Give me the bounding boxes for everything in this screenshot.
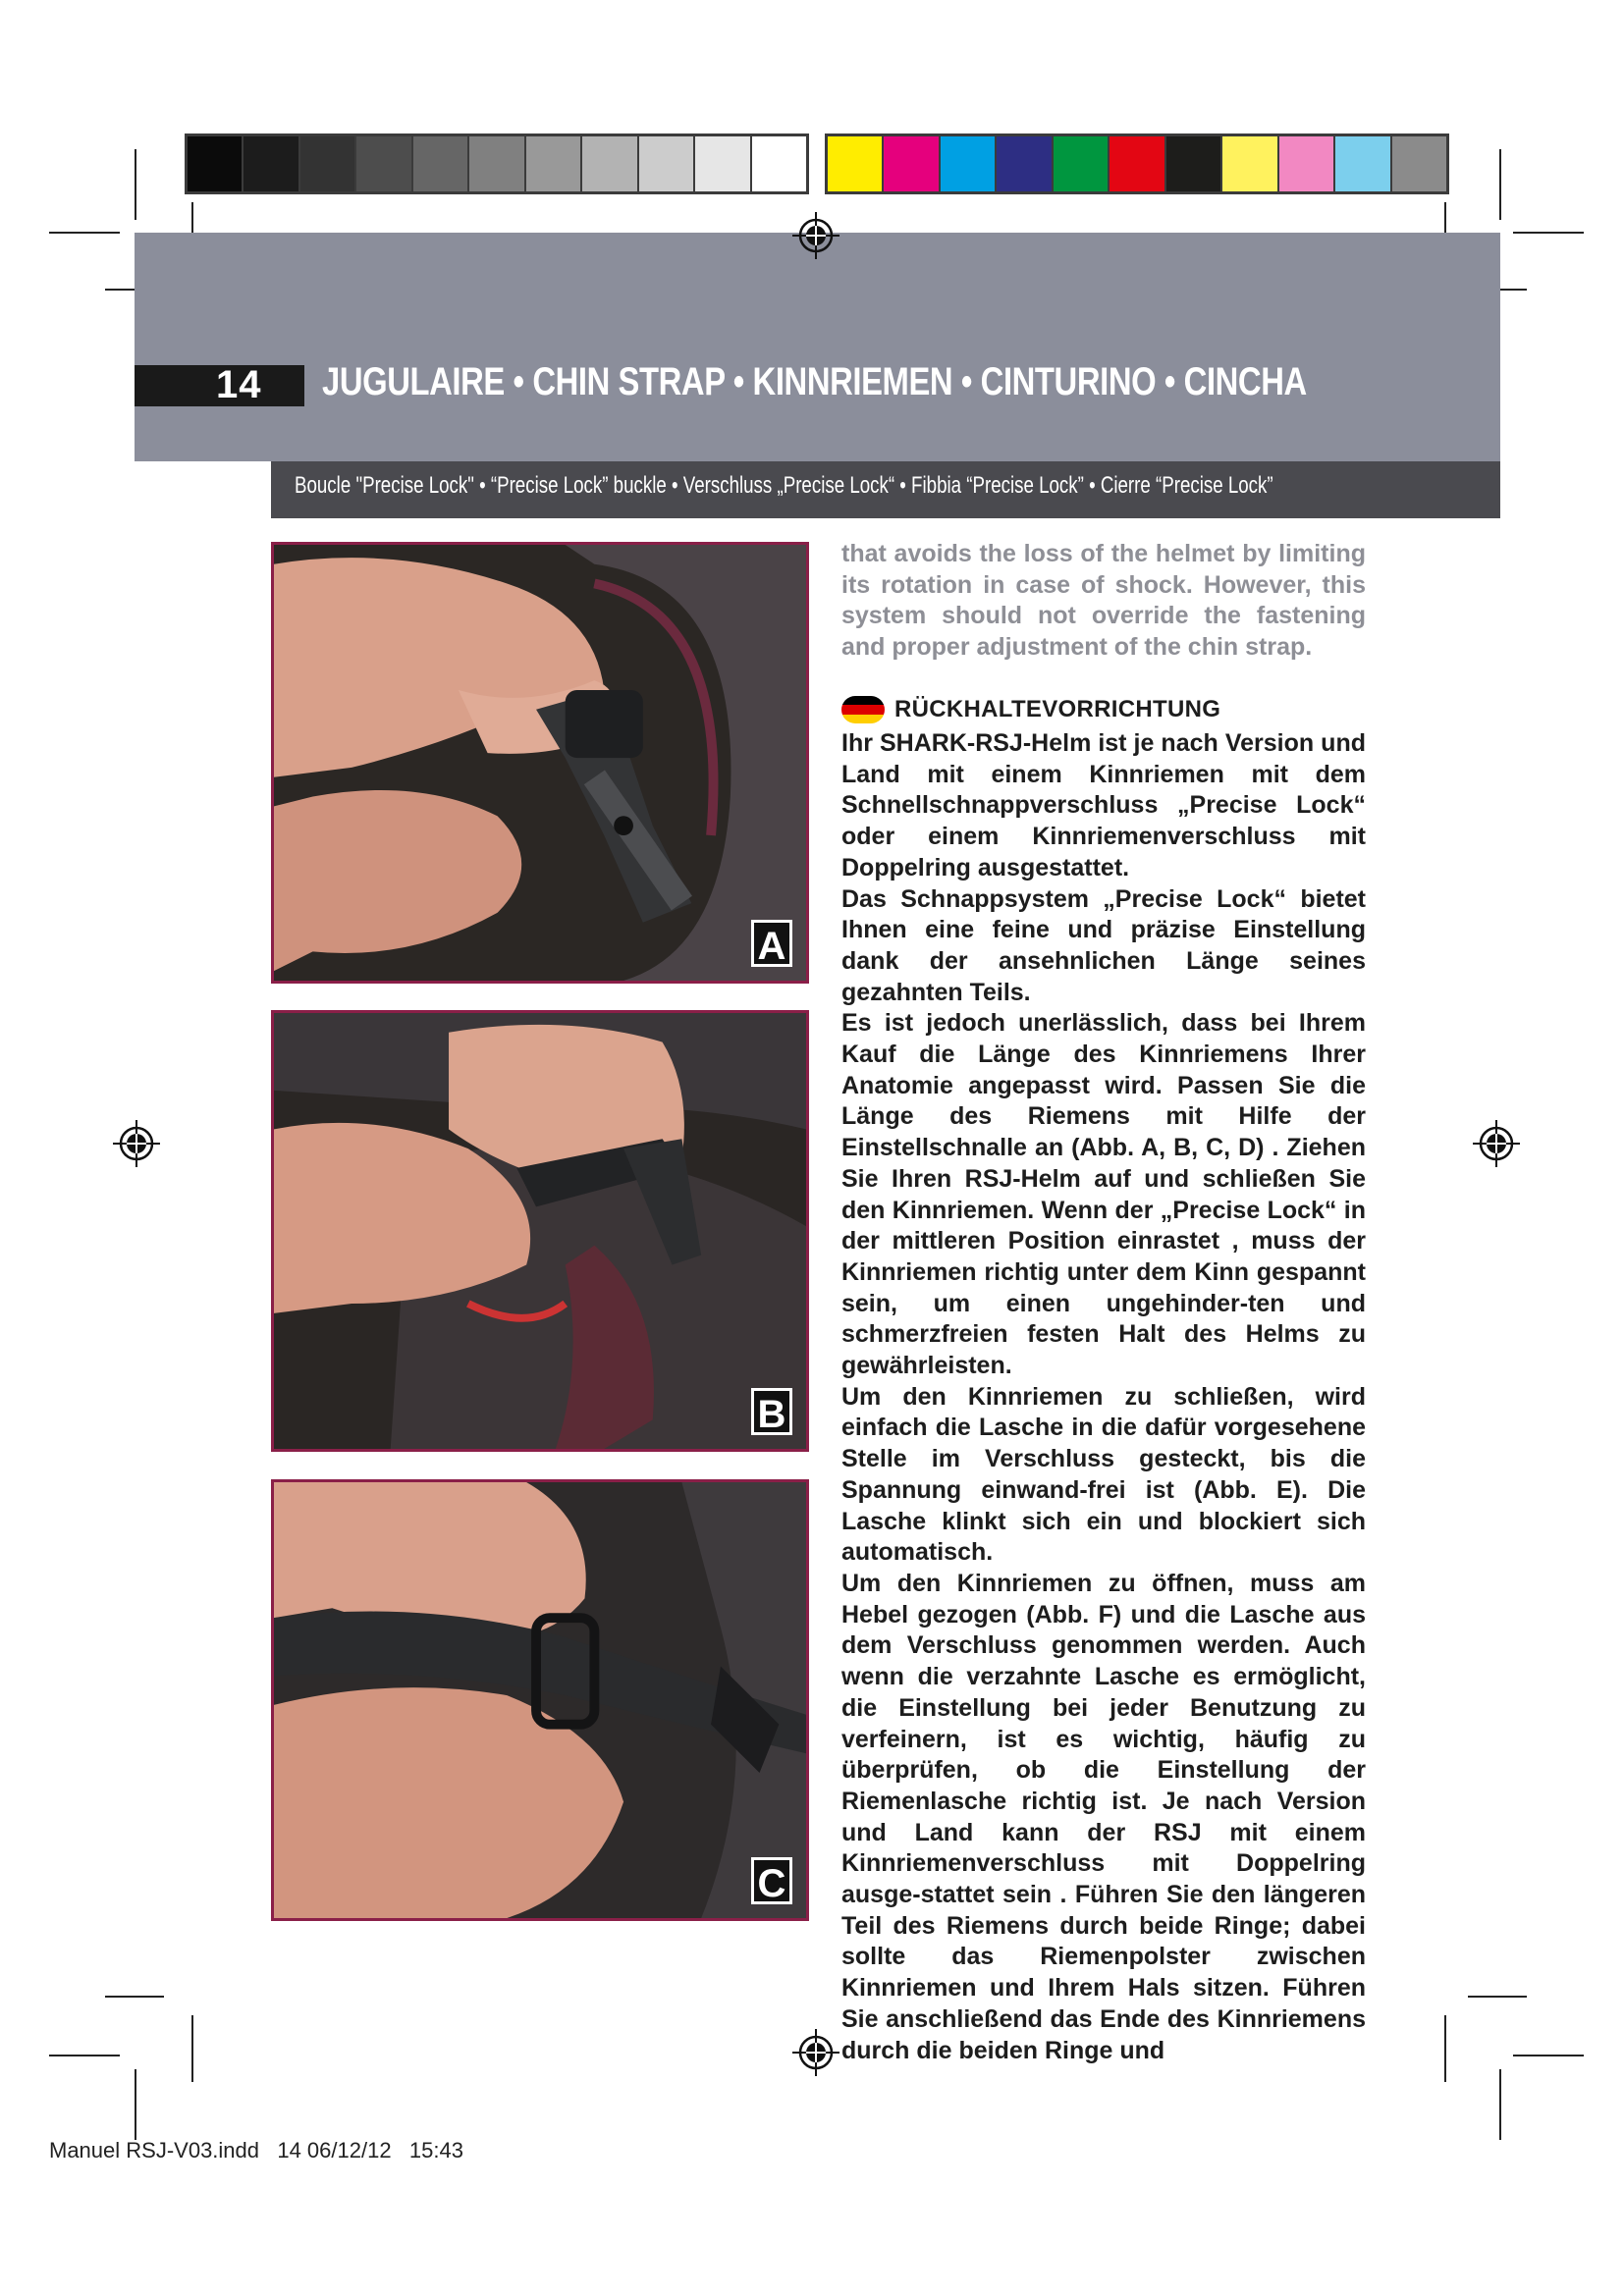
grayscale-swatch bbox=[356, 136, 412, 191]
process-color-bar bbox=[825, 133, 1449, 194]
grayscale-swatch bbox=[469, 136, 525, 191]
photo-b bbox=[271, 1010, 809, 1452]
photo-label-a: A bbox=[751, 920, 792, 967]
crop-mark bbox=[135, 149, 136, 220]
grayscale-swatch bbox=[639, 136, 695, 191]
process-swatch bbox=[997, 136, 1053, 191]
german-flag-icon bbox=[841, 696, 885, 723]
page-subtitle: Boucle "Precise Lock" • “Precise Lock” buckle • Verschluss „Precise Lock“ • Fibbia “Precise Lock” • Cierre “Precise Lock” bbox=[295, 472, 1273, 499]
header-band bbox=[135, 233, 1500, 461]
process-swatch bbox=[1392, 136, 1446, 191]
paragraph: Das Schnappsystem „Precise Lock“ bietet Ihnen eine feine und präzise Einstellung dank der ansehnlichen Länge seines gezahnten Teils. bbox=[841, 884, 1366, 1006]
process-swatch bbox=[1279, 136, 1335, 191]
process-swatch bbox=[1166, 136, 1222, 191]
paragraph: Es ist jedoch unerlässlich, dass bei Ihrem Kauf die Länge des Kinnriemens Ihrer Anatomie angepasst wird. Passen Sie die Länge des Riemens mit Hilfe der Einstellschnalle an (Abb. A, B, C, D) . Ziehen Sie Ihren RSJ-Helm auf und schließen Sie den Kinnriemen. Wenn der „Precise Lock“ in der mittleren Position einrastet , muss der Kinnriemen richtig unter dem Kinn gespannt sein, um einen ungehinder-ten und schmerzfreien festen Halt des Helms zu gewährleisten. bbox=[841, 1009, 1366, 1380]
crop-mark bbox=[1513, 2055, 1584, 2056]
photo-a bbox=[271, 542, 809, 984]
grayscale-swatch bbox=[695, 136, 751, 191]
registration-mark-icon bbox=[1473, 1120, 1520, 1167]
process-swatch bbox=[1110, 136, 1165, 191]
print-footer: Manuel RSJ-V03.indd 14 06/12/12 15:43 bbox=[49, 2138, 463, 2163]
crop-mark bbox=[49, 2055, 120, 2056]
hands-buckle-photo bbox=[274, 545, 806, 981]
grayscale-color-bar bbox=[185, 133, 809, 194]
crop-mark bbox=[1499, 2069, 1501, 2140]
process-swatch bbox=[1054, 136, 1110, 191]
photo-label-c: C bbox=[751, 1857, 792, 1904]
crop-mark bbox=[191, 2015, 193, 2082]
section-title: RÜCKHALTEVORRICHTUNG bbox=[894, 696, 1221, 722]
crop-mark bbox=[1444, 2015, 1446, 2082]
process-swatch bbox=[828, 136, 884, 191]
crop-mark bbox=[105, 1996, 164, 1998]
registration-mark-icon bbox=[792, 2029, 839, 2076]
section-heading bbox=[841, 694, 1220, 725]
hands-strap-photo bbox=[274, 1013, 806, 1449]
crop-mark bbox=[49, 232, 120, 234]
grayscale-swatch bbox=[413, 136, 469, 191]
photo-label-b: B bbox=[751, 1388, 792, 1435]
process-swatch bbox=[1335, 136, 1391, 191]
paragraph: Ihr SHARK-RSJ-Helm ist je nach Version und Land mit einem Kinnriemen mit dem Schnellschnappverschluss „Precise Lock“ oder einem Kinnriemenverschluss mit Doppelring ausgestattet. bbox=[841, 729, 1366, 881]
grayscale-swatch bbox=[300, 136, 356, 191]
process-swatch bbox=[1222, 136, 1278, 191]
hands-ring-photo bbox=[274, 1482, 806, 1918]
page-title: JUGULAIRE • CHIN STRAP • KINNRIEMEN • CINTURINO • CINCHA bbox=[322, 360, 1307, 403]
section-body bbox=[841, 728, 1366, 2066]
grayscale-swatch bbox=[752, 136, 806, 191]
crop-mark bbox=[1513, 232, 1584, 234]
grayscale-swatch bbox=[188, 136, 244, 191]
grayscale-swatch bbox=[244, 136, 299, 191]
process-swatch bbox=[884, 136, 940, 191]
crop-mark bbox=[135, 2069, 136, 2140]
photo-c bbox=[271, 1479, 809, 1921]
paragraph: Um den Kinnriemen zu öffnen, muss am Hebel gezogen (Abb. F) und die Lasche aus dem Verschluss genommen werden. Auch wenn die verzahnte Lasche es ermöglicht, die Einstellung bei jeder Benutzung zu verfeinern, ist es wichtig, häufig zu überprüfen, ob die Einstellung der Riemenlasche richtig ist. Je nach Version und Land kann der RSJ mit einem Kinnriemenverschluss mit Doppelring ausge-stattet sein . Führen Sie den längeren Teil des Riemens durch beide Ringe; dabei sollte das Riemenpolster zwischen Kinnriemen und Ihrem Hals sitzen. Führen Sie anschließend das Ende des Kinnriemens durch die beiden Ringe und bbox=[841, 1569, 1366, 2064]
process-swatch bbox=[941, 136, 997, 191]
paragraph: Um den Kinnriemen zu schließen, wird einfach die Lasche in die dafür vorgesehene Stelle im Verschluss gesteckt, bis die Spannung einwand-frei ist (Abb. E). Die Lasche klinkt sich ein und blockiert sich automatisch. bbox=[841, 1382, 1366, 1567]
grayscale-swatch bbox=[582, 136, 638, 191]
registration-mark-icon bbox=[113, 1120, 160, 1167]
intro-text: that avoids the loss of the helmet by limiting its rotation in case of shock. However, this system should not override the fastening and proper adjustment of the chin strap. bbox=[841, 540, 1366, 662]
crop-mark bbox=[1468, 1996, 1527, 1998]
page-number: 14 bbox=[216, 363, 262, 406]
grayscale-swatch bbox=[526, 136, 582, 191]
crop-mark bbox=[1499, 149, 1501, 220]
registration-mark-icon bbox=[792, 212, 839, 259]
